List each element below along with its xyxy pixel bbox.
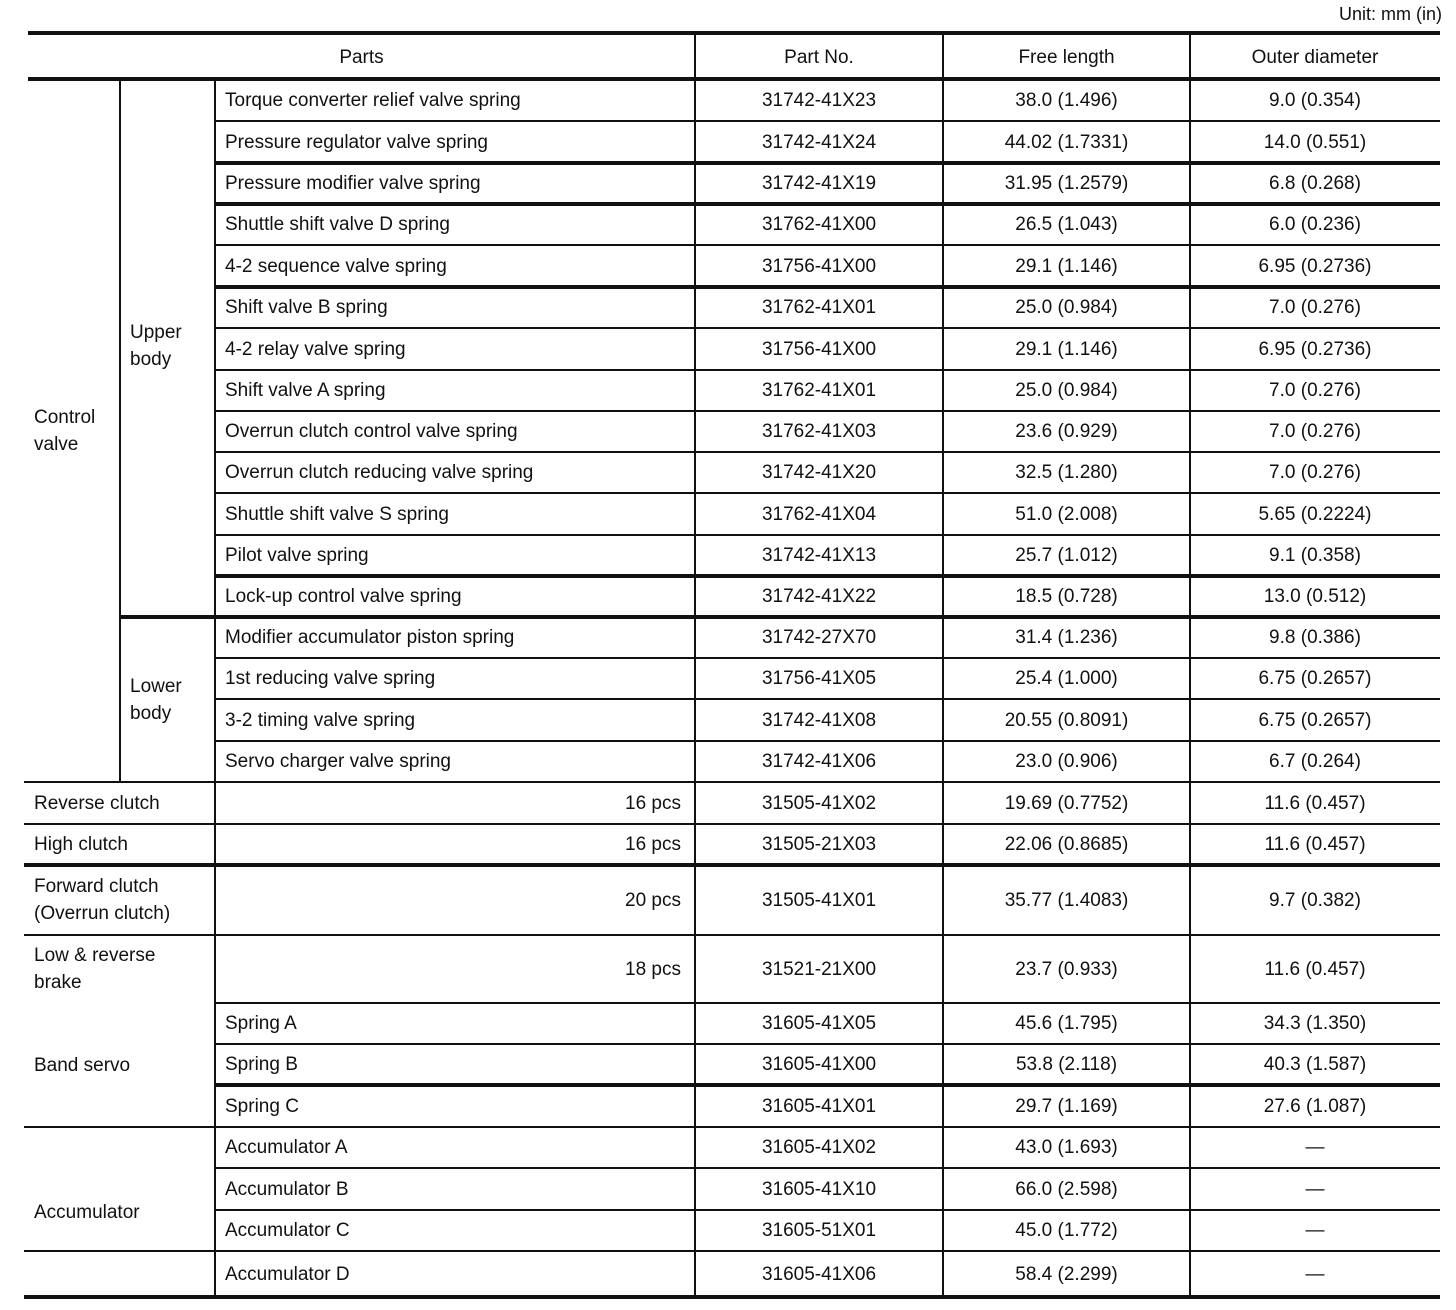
free-length-cell: 31.4 (1.236) [1015, 627, 1118, 648]
outer-diameter-cell: 40.3 (1.587) [1263, 1054, 1367, 1075]
header-free-length: Free length [1018, 46, 1115, 68]
table-rule [24, 1295, 1440, 1299]
quantity-cell: 20 pcs [625, 889, 681, 911]
free-length-cell: 45.0 (1.772) [1015, 1220, 1118, 1241]
group-forward-clutch: Forward clutch (Overrun clutch) [34, 876, 171, 924]
part-name-cell: Shuttle shift valve S spring [225, 503, 449, 525]
part-number-cell: 31742-41X22 [761, 586, 877, 607]
outer-diameter-cell: 11.6 (0.457) [1264, 792, 1366, 814]
group-reverse-clutch: Reverse clutch [34, 792, 160, 814]
part-number-cell: 31605-41X06 [761, 1263, 877, 1285]
free-length-cell: 29.1 (1.146) [1015, 338, 1118, 360]
free-length-cell: 22.06 (0.8685) [1004, 834, 1129, 855]
header-parts: Parts [339, 46, 384, 68]
quantity-cell: 16 pcs [625, 792, 681, 814]
outer-diameter-cell: 6.75 (0.2657) [1258, 668, 1372, 689]
outer-diameter-cell: — [1305, 1137, 1325, 1158]
part-number-cell: 31742-41X24 [761, 131, 877, 153]
free-length-cell: 53.8 (2.118) [1015, 1054, 1118, 1075]
part-number-cell: 31762-41X01 [761, 380, 877, 401]
part-name-cell: Spring B [225, 1054, 298, 1075]
outer-diameter-cell: — [1305, 1263, 1325, 1285]
part-name-cell: Overrun clutch reducing valve spring [225, 462, 534, 483]
part-name-cell: Accumulator B [225, 1178, 349, 1200]
part-number-cell: 31756-41X00 [761, 338, 877, 360]
part-name-cell: Pressure regulator valve spring [225, 131, 488, 153]
group-band-servo: Band servo [34, 1054, 131, 1076]
outer-diameter-cell: 7.0 (0.276) [1269, 462, 1361, 483]
part-name-cell: Pressure modifier valve spring [225, 173, 481, 194]
header-part-no: Part No. [784, 46, 854, 68]
outer-diameter-cell: 9.8 (0.386) [1269, 627, 1361, 648]
part-name-cell: Shift valve B spring [225, 297, 388, 318]
free-length-cell: 44.02 (1.7331) [1004, 131, 1129, 153]
part-number-cell: 31505-41X01 [761, 889, 877, 911]
part-name-cell: Pilot valve spring [225, 545, 369, 566]
outer-diameter-cell: 5.65 (0.2224) [1258, 503, 1372, 525]
outer-diameter-cell: 11.6 (0.457) [1264, 834, 1366, 855]
free-length-cell: 19.69 (0.7752) [1004, 792, 1129, 814]
outer-diameter-cell: — [1305, 1220, 1325, 1241]
outer-diameter-cell: 11.6 (0.457) [1264, 958, 1366, 980]
part-number-cell: 31742-41X06 [761, 751, 877, 772]
free-length-cell: 45.6 (1.795) [1015, 1013, 1118, 1034]
free-length-cell: 31.95 (1.2579) [1004, 173, 1129, 194]
part-name-cell: Accumulator C [225, 1220, 350, 1241]
outer-diameter-cell: 13.0 (0.512) [1263, 586, 1367, 607]
part-name-cell: Accumulator D [225, 1263, 350, 1285]
free-length-cell: 26.5 (1.043) [1015, 214, 1118, 235]
outer-diameter-cell: 34.3 (1.350) [1263, 1013, 1367, 1034]
part-number-cell: 31742-27X70 [761, 627, 877, 648]
part-number-cell: 31762-41X01 [761, 297, 877, 318]
part-name-cell: 4-2 relay valve spring [225, 338, 406, 360]
part-number-cell: 31762-41X00 [761, 214, 877, 235]
free-length-cell: 35.77 (1.4083) [1004, 889, 1129, 911]
group-control-valve: Control valve [34, 406, 96, 455]
outer-diameter-cell: 6.95 (0.2736) [1258, 255, 1372, 277]
part-number-cell: 31756-41X05 [761, 668, 877, 689]
part-name-cell: Lock-up control valve spring [225, 586, 462, 607]
outer-diameter-cell: 9.1 (0.358) [1269, 545, 1361, 566]
free-length-cell: 25.4 (1.000) [1015, 668, 1118, 689]
unit-label: Unit: mm (in) [1339, 4, 1442, 24]
part-number-cell: 31742-41X13 [761, 545, 877, 566]
outer-diameter-cell: 6.75 (0.2657) [1258, 709, 1372, 731]
part-number-cell: 31756-41X00 [761, 255, 877, 277]
group-accumulator: Accumulator [34, 1201, 140, 1223]
header-outer-diameter: Outer diameter [1251, 46, 1379, 68]
part-name-cell: 3-2 timing valve spring [225, 709, 416, 731]
free-length-cell: 66.0 (2.598) [1015, 1178, 1118, 1200]
quantity-cell: 16 pcs [625, 834, 681, 855]
free-length-cell: 58.4 (2.299) [1015, 1263, 1118, 1285]
free-length-cell: 32.5 (1.280) [1015, 462, 1118, 483]
outer-diameter-cell: 7.0 (0.276) [1269, 421, 1361, 442]
group-high-clutch: High clutch [34, 834, 128, 855]
outer-diameter-cell: 6.8 (0.268) [1269, 173, 1361, 194]
free-length-cell: 29.1 (1.146) [1015, 255, 1118, 277]
free-length-cell: 43.0 (1.693) [1015, 1137, 1118, 1158]
free-length-cell: 25.0 (0.984) [1015, 380, 1118, 401]
part-name-cell: Shuttle shift valve D spring [225, 214, 450, 235]
group-lower-body: Lower body [130, 675, 182, 724]
part-name-cell: 4-2 sequence valve spring [225, 255, 447, 277]
outer-diameter-cell: 9.7 (0.382) [1269, 889, 1361, 911]
free-length-cell: 29.7 (1.169) [1015, 1095, 1118, 1117]
free-length-cell: 23.6 (0.929) [1015, 421, 1118, 442]
part-name-cell: Shift valve A spring [225, 380, 386, 401]
outer-diameter-cell: 6.0 (0.236) [1269, 214, 1361, 235]
part-name-cell: 1st reducing valve spring [225, 668, 436, 689]
free-length-cell: 25.7 (1.012) [1015, 545, 1118, 566]
part-name-cell: Spring C [225, 1095, 299, 1117]
outer-diameter-cell: 7.0 (0.276) [1269, 380, 1361, 401]
part-number-cell: 31742-41X19 [761, 173, 877, 194]
part-number-cell: 31605-51X01 [761, 1220, 877, 1241]
part-number-cell: 31521-21X00 [761, 958, 877, 980]
part-name-cell: Torque converter relief valve spring [225, 89, 521, 111]
outer-diameter-cell: 14.0 (0.551) [1263, 131, 1367, 153]
outer-diameter-cell: 6.95 (0.2736) [1258, 338, 1372, 360]
free-length-cell: 38.0 (1.496) [1015, 89, 1118, 111]
outer-diameter-cell: 6.7 (0.264) [1269, 751, 1361, 772]
quantity-cell: 18 pcs [625, 958, 681, 980]
part-number-cell: 31742-41X20 [761, 462, 877, 483]
group-upper-body: Upper body [130, 322, 182, 370]
part-name-cell: Overrun clutch control valve spring [225, 421, 518, 442]
group-low-reverse-brake: Low & reverse brake [34, 945, 156, 993]
free-length-cell: 20.55 (0.8091) [1004, 709, 1129, 731]
free-length-cell: 23.7 (0.933) [1015, 958, 1118, 980]
part-name-cell: Accumulator A [225, 1137, 348, 1158]
free-length-cell: 18.5 (0.728) [1015, 586, 1118, 607]
part-number-cell: 31605-41X10 [761, 1178, 877, 1200]
free-length-cell: 51.0 (2.008) [1015, 503, 1118, 525]
part-name-cell: Servo charger valve spring [225, 751, 451, 772]
part-number-cell: 31762-41X04 [761, 503, 877, 525]
part-name-cell: Modifier accumulator piston spring [225, 627, 515, 648]
part-number-cell: 31605-41X05 [761, 1013, 877, 1034]
part-number-cell: 31762-41X03 [761, 421, 877, 442]
part-number-cell: 31605-41X02 [761, 1137, 877, 1158]
part-number-cell: 31742-41X23 [761, 89, 877, 111]
free-length-cell: 23.0 (0.906) [1015, 751, 1118, 772]
part-number-cell: 31505-41X02 [761, 792, 877, 814]
part-number-cell: 31505-21X03 [761, 834, 877, 855]
part-number-cell: 31605-41X00 [761, 1054, 877, 1075]
outer-diameter-cell: — [1305, 1178, 1325, 1200]
outer-diameter-cell: 9.0 (0.354) [1269, 89, 1361, 111]
outer-diameter-cell: 27.6 (1.087) [1263, 1095, 1367, 1117]
part-number-cell: 31742-41X08 [761, 709, 877, 731]
free-length-cell: 25.0 (0.984) [1015, 297, 1118, 318]
part-number-cell: 31605-41X01 [761, 1095, 877, 1117]
part-name-cell: Spring A [225, 1013, 297, 1034]
outer-diameter-cell: 7.0 (0.276) [1269, 297, 1361, 318]
